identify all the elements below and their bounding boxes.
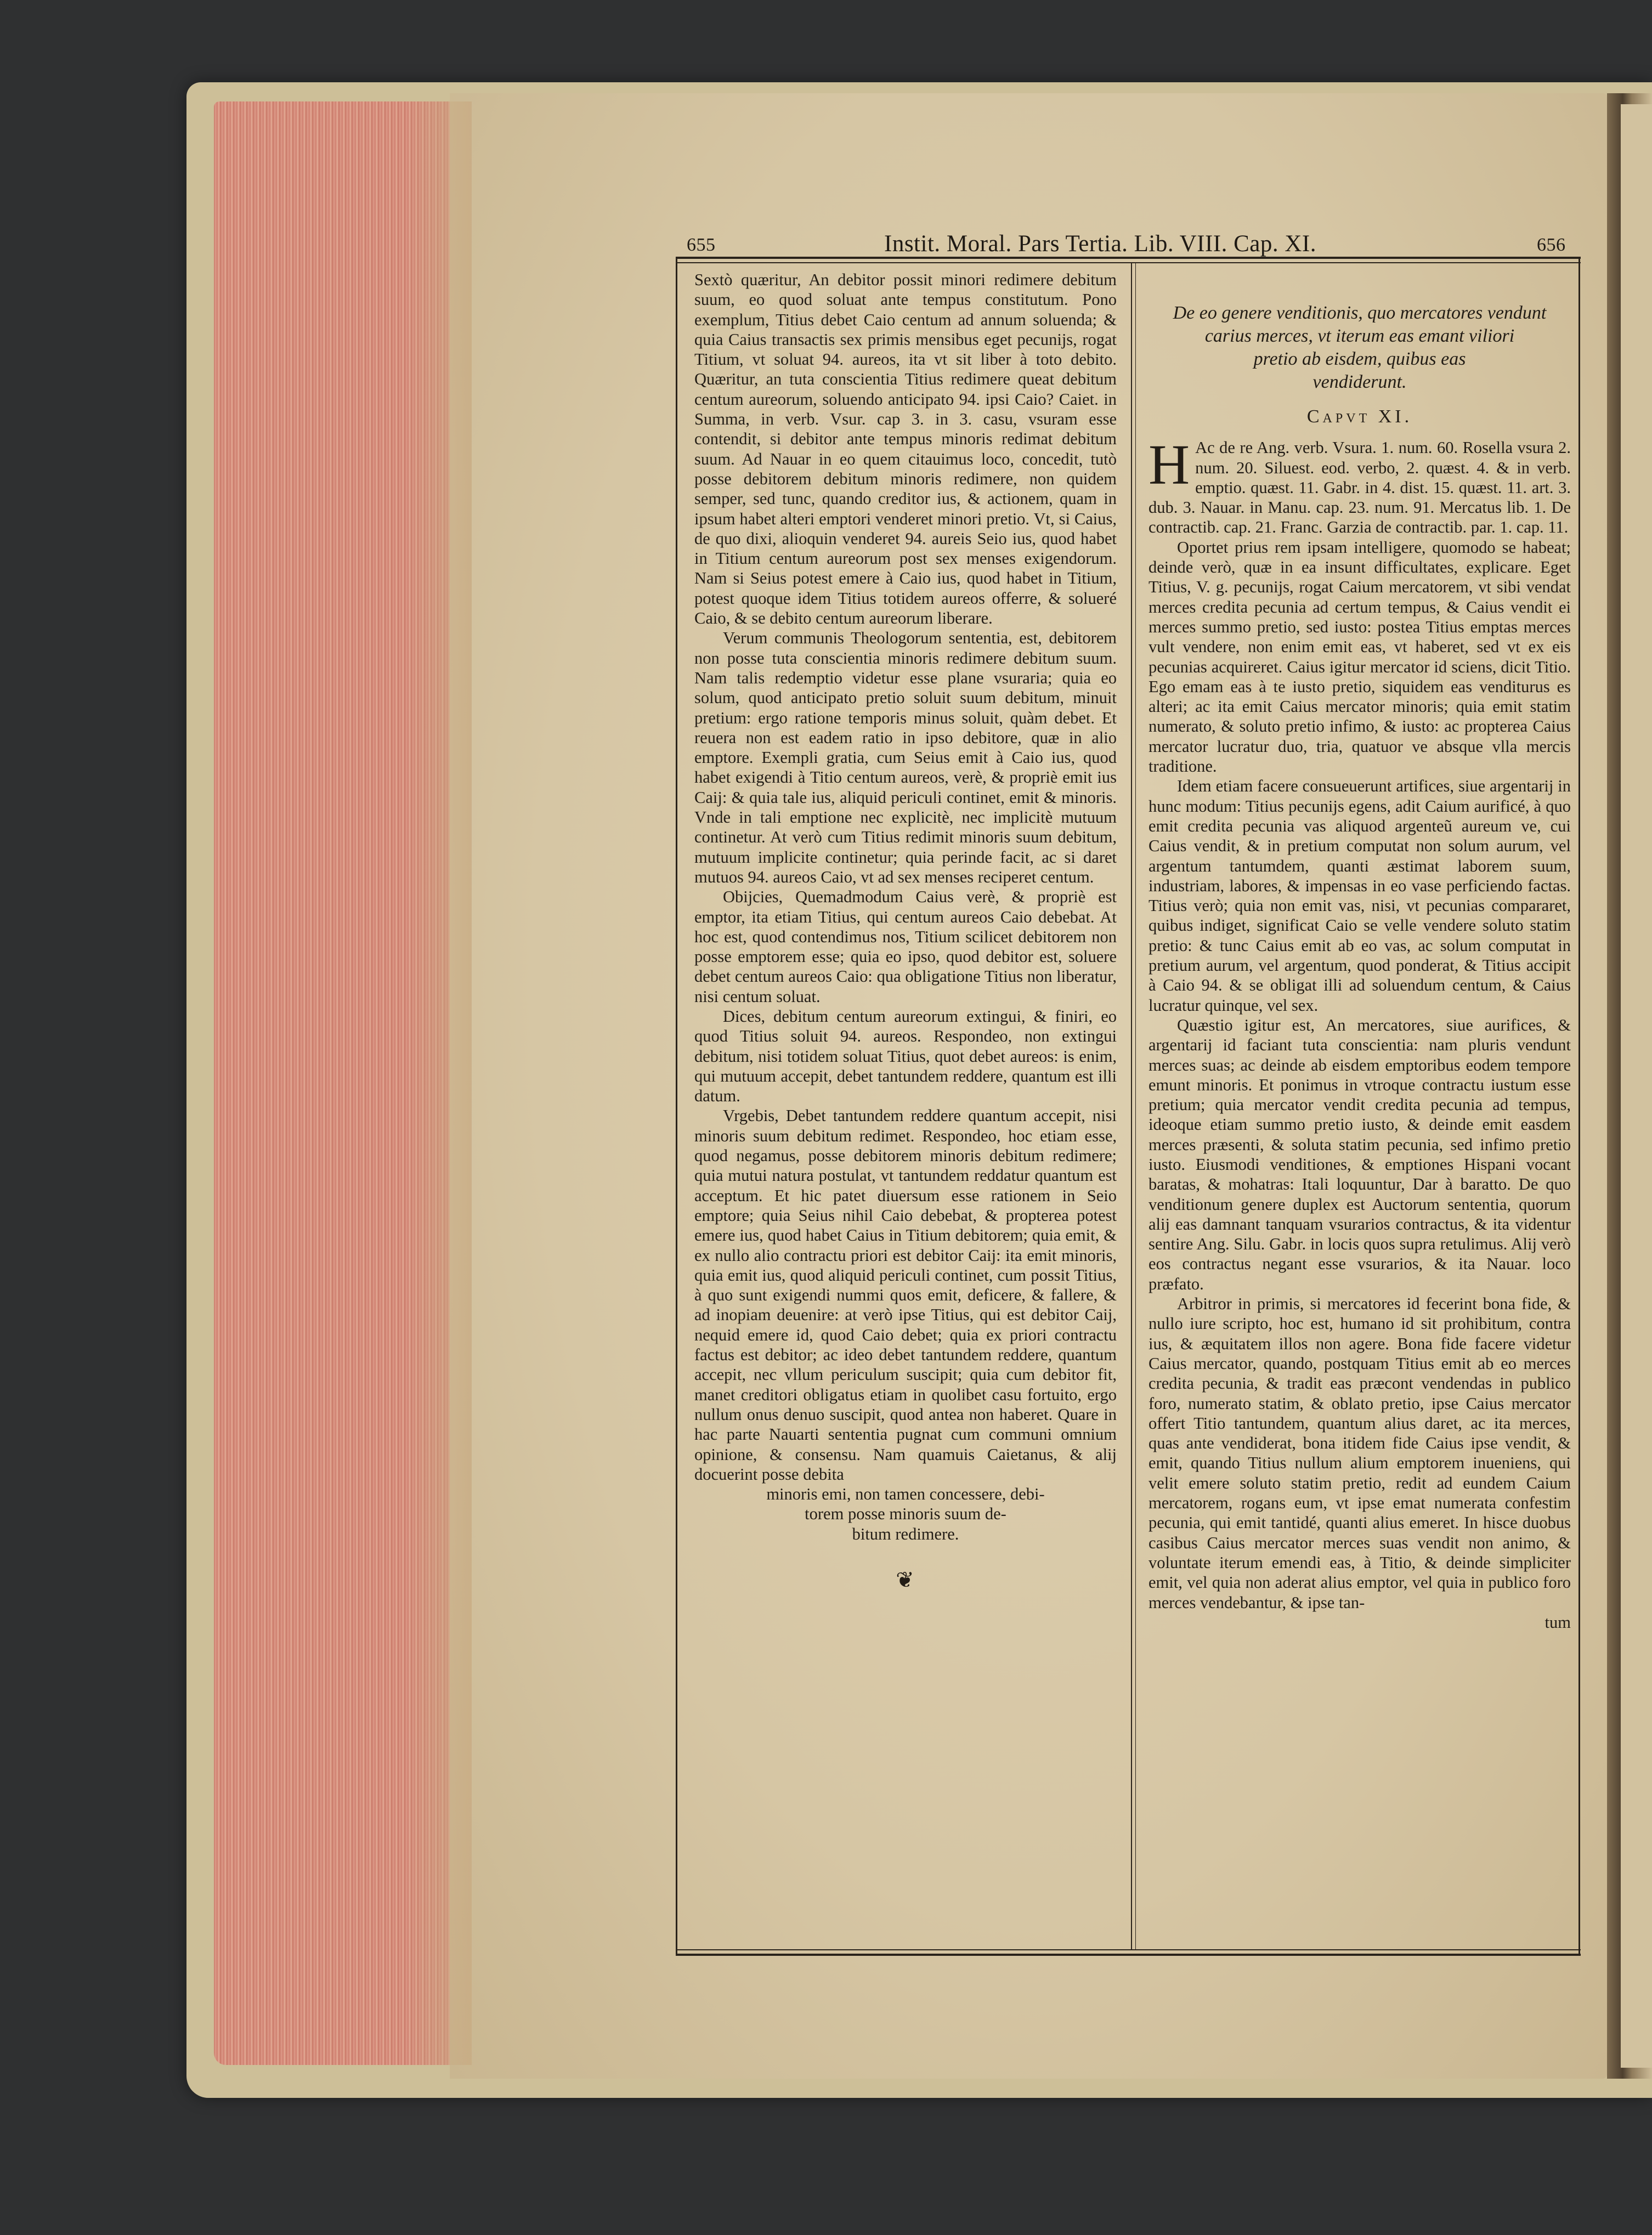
running-title: Instit. Moral. Pars Tertia. Lib. VIII. Cap. XI. bbox=[884, 231, 1316, 257]
chapter-heading: Capvt XI. bbox=[1306, 406, 1413, 427]
paragraph: Quæstio igitur est, An mercatores, siue aurifices, & argentarij id faciant tuta conscientia: nam pluris vendunt merces suas; ac deinde ab eisdem emptoribus eodem tempore emunt minoris. Et ponimus in vtroque contractu iustum esse pretium; quia mercator vendit credita pecunia ad tempus, ideoque etiam summo pretio iusto, & deinde emit easdem merces præsenti, & soluta statim pecunia, sed infimo pretio iusto. Eiusmodi venditiones, & emptiones Hispani vocant baratas, & mohatras: Itali loquuntur, Dar à baratto. De quo venditionum genere duplex est Auctorum sententia, quorum alij eas damnant tanquam vsurarios contractus, & ita videntur sentire Ang. Silu. Gabr. in locis quos supra retulimus. Alij verò eos contractus negant esse vsurarios, & ita Nauar. loco præfato. bbox=[1149, 1015, 1571, 1293]
frame-rule bbox=[676, 257, 677, 1956]
page-number-right: 656 bbox=[1537, 235, 1566, 255]
paragraph: Arbitror in primis, si mercatores id fecerint bona fide, & nullo iure scripto, hoc est, humano id sit prohibitum, contra ius, & æquitatem illos non agere. Bona fide facere videtur Caius mercator, quando, postquam Titius emit ab eo merces credita pecunia, & tradit eas præcont vendendas in publico foro, numerato statim, & oblato pretio, ipse Caius mercator offert Titio tantundem, quantum alius daret, ac ita merces, quas ante vendiderat, bona itidem fide Caius ipse vendit, & emit, quando Titius nullum alium emptorem inueniens, qui velit emere soluto statim pretio, redit ad eundem Caium mercatorem, rogans eum, vt ipse emat numerata confestim pecunia, qui emit tantidé, quanti alius emeret. In hisce duobus casibus Caius mercator merces suas vendit non animo, & voluntate iterum emendi eas, à Titio, & deinde simpliciter emit, vel quia non aderat alius emptor, vel quia in publico foro merces vendebantur, & ipse tan- bbox=[1149, 1294, 1571, 1612]
paragraph-text: Ac de re Ang. verb. Vsura. 1. num. 60. Rosella vsura 2. num. 20. Siluest. eod. verbo, 2. quæst. 4. & in verb. emptio. quæst. 11. Gabr. in 4. dist. 15. quæst. 11. art. 3. dub. 3. Nauar. in Manu. cap. 23. num. 91. Mercatus lib. 1. De contractib. cap. 21. Franc. Garzia de contractib. par. 1. cap. 11. bbox=[1149, 438, 1571, 537]
paragraph: Vrgebis, Debet tantundem reddere quantum accepit, nisi minoris suum debitum redimet. Respondeo, hoc etiam esse, quod negamus, posse debitorem minoris debitum redimere; quia mutui natura postulat, vt tantundem reddatur quantum est acceptum. Et hic patet diuersum esse rationem in Seio emptore; quia Seius nihil Caio debebat, & propterea potest emere ius, quod habet Caius in Titium debitorem; quia emit, & ex nullo alio contractu priori est debitor Caij: ita emit minoris, quia emit ius, quod aliquid periculi continet, cum possit Titius, à quo sunt exigendi nummi quos emit, deficere, & fallere, & ad inopiam deuenire: at verò ipse Titius, qui est debitor Caij, nequid emere id, quod Caio debet; quia ex priori contractu factus est debitor; ac ideo debet tantundem reddere, quantum accepit, nec vllum periculum suscipit; quia cum debitor fit, manet creditori obligatus etiam in quolibet casu fortuito, ergo nullum onus denuo suscipit, quod antea non haberet. Quare in hac parte Nauarti sententia pugnat cum communi omnium opinione, & consensu. Nam quamuis Caietanus, & alij docuerint posse debita bbox=[694, 1106, 1117, 1484]
catchword: tum bbox=[1544, 1612, 1571, 1632]
tapered-ending-line: torem posse minoris suum de- bbox=[805, 1504, 1006, 1524]
frame-rule bbox=[676, 1954, 1581, 1956]
paragraph: Obijcies, Quemadmodum Caius verè, & propriè est emptor, ita etiam Titius, qui centum aureos Caio debebat. At hoc est, quod contendimus nos, Titium scilicet debitorem non posse emptorem esse; quia eo ipso, quod debitor est, soluere debet centum aureos Caio: qua obligatione Titius non liberatur, nisi centum soluat. bbox=[694, 887, 1117, 1006]
paragraph: Idem etiam facere consueuerunt artifices, siue argentarij in hunc modum: Titius pecunijs egens, adit Caium aurificé, à quo emit credita pecunia vas aliquod argenteũ aureum ve, cui Caius vendit, & in pretium computat non solum aurum, vel argentum tantumdem, quanti æstimat laborem suum, industriam, labores, & impensas in eo vase perficiendo factas. Titius verò; quia non emit vas, nisi, vt pecunias compararet, quibus indiget, significat Caio se velle vendere soluto statim pretio: & tunc Caius emit ab eo vas, ac solum computat in pretium aurum, vel argentum, quod ponderat, & Titius accipit à Caio 94. & se obligat illi ad soluendum centum, & Caius lucratur quinque, vel sex. bbox=[1149, 777, 1571, 1015]
chapter-title-line: carius merces, vt iterum eas emant viliori bbox=[1204, 326, 1515, 346]
chapter-title-line: vendiderunt. bbox=[1312, 372, 1407, 392]
chapter-title bbox=[1149, 302, 1571, 394]
drop-capital: H bbox=[1149, 433, 1190, 497]
text-frame bbox=[676, 231, 1581, 1957]
right-column bbox=[1149, 302, 1571, 1632]
chapter-title-line: De eo genere venditionis, quo mercatores vendunt bbox=[1173, 303, 1547, 323]
paragraph: Oportet prius rem ipsam intelligere, quomodo se habeat; deinde verò, quæ in ea insunt difficultates, explicare. Eget Titius, V. g. pecunijs, rogat Caium mercatorem, vt sibi vendat merces credita pecunia ad certum tempus, & Caius vendit ei merces summo pretio, sed iusto: postea Titius emptas merces vult vendere, non enim emit eas, vt haberet, sed vt ex eis pecunias acquireret. Caius igitur mercator id sciens, dicit Titio. Ego emam eas à te iusto pretio, siquidem eas venditurus es alteri; ac ita emit Caius mercator minoris; quia emit statim numerato, & soluto pretio infimo, & iusto: ac propterea Caius mercator lucratur duo, tria, quatuor ve absque vlla mercis traditione. bbox=[1149, 537, 1571, 776]
tapered-ending-line: bitum redimere. bbox=[852, 1524, 959, 1543]
column-divider bbox=[1135, 263, 1136, 1949]
frame-rule bbox=[1579, 257, 1580, 1956]
left-column bbox=[694, 270, 1117, 1590]
page-edge-shadow bbox=[406, 101, 472, 2065]
paragraph: Verum communis Theologorum sententia, est, debitorem non posse tuta conscientia minoris redimere debitum suum. Nam talis redemptio videtur esse plane vsuraria; quia eo solum, quod anticipato pretio soluit suum debitum, minuit pretium: ergo ratione temporis minus soluit, quàm debet. Et reuera non est eadem ratio in ipso debitore, quæ in alio emptore. Exempli gratia, cum Seius emit à Caio ius, quod habet exigendi à Titio centum aureos, verè, & propriè emit ius Caij: & quia tale ius, aliquid periculi continet, emit & minoris. Vnde in tali emptione nec explicitè, nec implicitè mutuum continetur. At verò cum Titius redimit minoris suum debitum, mutuum implicite continetur; quia perinde facit, ac si daret mutuos 94. aureos Caio, vt ad sex menses reciperet centum. bbox=[694, 629, 1117, 886]
fleuron-ornament-icon: ❦ bbox=[896, 1568, 915, 1592]
frame-rule bbox=[676, 1949, 1581, 1950]
column-divider bbox=[1131, 263, 1132, 1949]
tapered-ending-line: minoris emi, non tamen concessere, debi- bbox=[766, 1485, 1045, 1504]
paragraph: Sextò quæritur, An debitor possit minori redimere debitum suum, eo quod soluat ante tempus constitutum. Pono exemplum, Titius debet Caio centum ad annum soluenda; & quia Caius transactis sex primis mensibus eget pecunijs, rogat Titium, vt soluat 94. aureos, ita vt sit liber à toto debito. Quæritur, an tuta conscientia Titius redimere queat debitum centum aureorum, soluendo anticipato 94. ipsi Caio? Caiet. in Summa, in verb. Vsur. cap 3. in 3. casu, vsuram esse contendit, si debitor ante tempus minoris redimat debitum suum. Ad Nauar in eo quem citauimus loco, concedit, tutò posse debitorem debitum minoris redimere, non quidem semper, sed tunc, quando creditor ius, & actionem, quam in ipsum habet alteri emptori venderet minori pretio. Vt, si Caius, de quo dixi, alioquin venderet 94. aureis Seio ius, quod habet in Titium centum aureorum post sex menses exigendorum. Nam si Seius potest emere à Caio ius, quod habet in Titium, potest quoque idem Titius totidem aureos offerre, & solueré Caio, & se debito centum aureorum liberare. bbox=[694, 270, 1117, 628]
page-number-left: 655 bbox=[687, 235, 716, 255]
frame-rule bbox=[676, 262, 1581, 263]
chapter-title-line: pretio ab eisdem, quibus eas bbox=[1253, 349, 1466, 369]
paragraph bbox=[1149, 433, 1571, 537]
facing-page-strip bbox=[1621, 104, 1652, 2068]
paragraph: Dices, debitum centum aureorum extingui, & finiri, eo quod Titius soluit 94. aureos. Respondeo, non extingui debitum, nisi totidem soluat Titius, quot debet aureos: is enim, qui mutuum accepit, debet tantundem reddere, quantum est illi datum. bbox=[694, 1006, 1117, 1106]
